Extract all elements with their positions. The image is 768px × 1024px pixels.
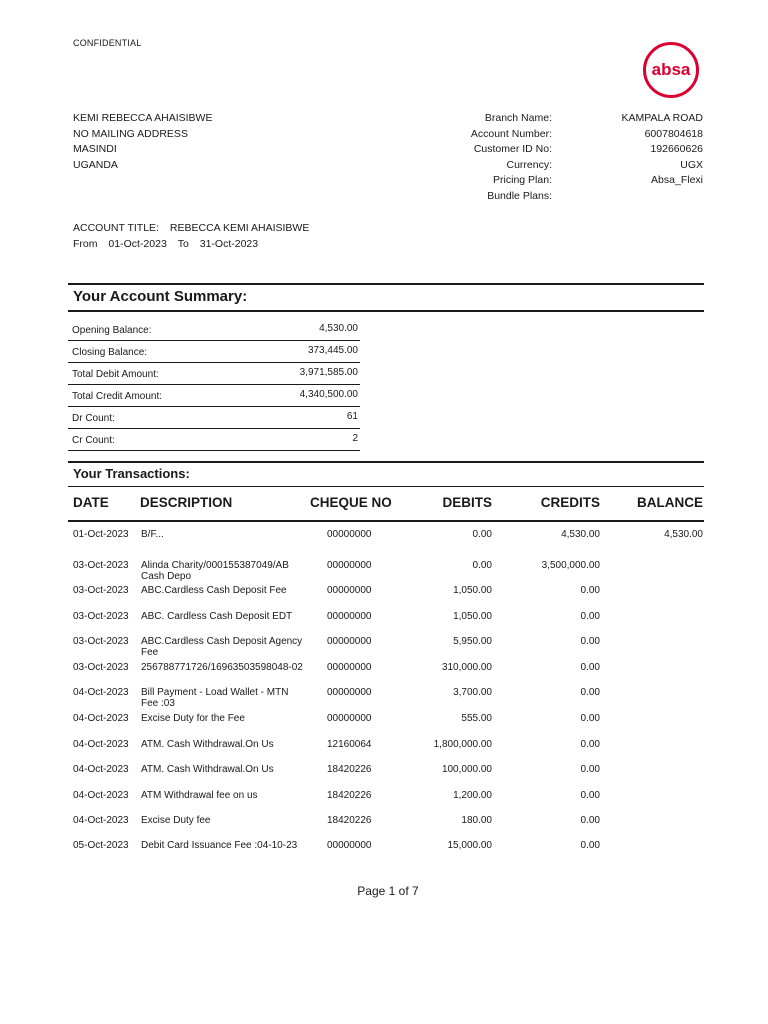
transaction-cheque-no: 00000000 [327, 585, 372, 596]
account-number-label: Account Number: [470, 127, 552, 140]
transaction-description [141, 840, 311, 851]
description-line: ABC.Cardless Cash Deposit Fee [141, 585, 287, 596]
account-title-value: REBECCA KEMI AHAISIBWE [169, 222, 310, 234]
transaction-credit: 0.00 [580, 790, 600, 801]
account-title-block [73, 221, 309, 252]
summary-row [68, 319, 360, 341]
transaction-debit: 180.00 [461, 815, 492, 826]
description-line: ATM. Cash Withdrawal.On Us [141, 739, 274, 750]
summary-label: Opening Balance: [72, 325, 152, 336]
transaction-cheque-no: 00000000 [327, 662, 372, 673]
transaction-cheque-no: 00000000 [327, 713, 372, 724]
transaction-date: 04-Oct-2023 [73, 815, 129, 826]
branch-name-label: Branch Name: [484, 112, 552, 124]
pricing-plan-label: Pricing Plan: [493, 174, 552, 186]
transaction-description [141, 560, 311, 582]
currency-value: UGX [680, 158, 703, 171]
transaction-cheque-no: 00000000 [327, 636, 372, 647]
transaction-description [141, 739, 311, 750]
transaction-cheque-no: 12160064 [327, 739, 372, 750]
currency-label: Currency: [506, 158, 552, 171]
column-header-date: DATE [73, 495, 109, 510]
transaction-cheque-no: 18420226 [327, 790, 372, 801]
transaction-debit: 1,050.00 [453, 611, 492, 622]
transaction-cheque-no: 00000000 [327, 687, 372, 698]
transaction-cheque-no: 00000000 [327, 840, 372, 851]
transaction-debit: 1,050.00 [453, 585, 492, 596]
transaction-debit: 15,000.00 [447, 840, 492, 851]
summary-label: Total Credit Amount: [72, 391, 163, 402]
summary-label: Closing Balance: [72, 347, 148, 358]
from-label: From [73, 237, 98, 250]
transaction-debit: 5,950.00 [453, 636, 492, 647]
summary-top-divider [68, 283, 704, 285]
transaction-debit: 310,000.00 [441, 662, 492, 673]
account-info-labels [430, 111, 552, 204]
address-line: MASINDI [73, 143, 117, 155]
description-line: Alinda Charity/000155387049/AB [141, 560, 289, 571]
customer-id-label: Customer ID No: [473, 143, 552, 155]
description-line: Excise Duty for the Fee [141, 713, 245, 724]
transaction-credit: 4,530.00 [561, 529, 600, 540]
transaction-cheque-no: 00000000 [327, 560, 372, 571]
transaction-debit: 1,800,000.00 [433, 739, 492, 750]
summary-row [68, 341, 360, 363]
description-line: Excise Duty fee [141, 815, 211, 826]
transaction-date: 04-Oct-2023 [73, 739, 129, 750]
column-header-description: DESCRIPTION [140, 495, 233, 510]
transaction-description [141, 815, 311, 826]
description-line: ABC.Cardless Cash Deposit Agency [141, 636, 303, 647]
transaction-date: 04-Oct-2023 [73, 687, 129, 698]
summary-row [68, 429, 360, 451]
account-number-value: 6007804618 [644, 127, 703, 140]
transaction-description [141, 662, 311, 673]
transaction-description [141, 611, 311, 622]
transaction-credit: 0.00 [580, 611, 600, 622]
transaction-credit: 0.00 [580, 739, 600, 750]
description-line: B/F... [141, 529, 164, 540]
summary-row [68, 363, 360, 385]
bundle-plans-label: Bundle Plans: [487, 189, 552, 202]
transaction-credit: 0.00 [580, 815, 600, 826]
to-date: 31-Oct-2023 [199, 237, 259, 250]
page-number: Page 1 of 7 [357, 884, 419, 898]
transaction-date: 01-Oct-2023 [73, 529, 129, 540]
summary-value: 61 [346, 411, 358, 422]
summary-value: 3,971,585.00 [299, 367, 358, 378]
transaction-credit: 0.00 [580, 636, 600, 647]
transaction-description [141, 764, 311, 775]
transaction-description [141, 585, 311, 596]
transaction-debit: 100,000.00 [441, 764, 492, 775]
column-header-balance: BALANCE [637, 495, 703, 510]
logo-text: absa [651, 60, 691, 79]
transaction-description [141, 713, 311, 724]
transaction-cheque-no: 00000000 [327, 611, 372, 622]
transaction-credit: 0.00 [580, 585, 600, 596]
transaction-credit: 0.00 [580, 687, 600, 698]
customer-id-value: 192660626 [650, 143, 703, 155]
column-header-credits: CREDITS [540, 495, 600, 510]
summary-bottom-divider [68, 310, 704, 312]
address-line: UGANDA [73, 158, 118, 171]
description-line: ATM. Cash Withdrawal.On Us [141, 764, 274, 775]
transaction-cheque-no: 18420226 [327, 815, 372, 826]
transaction-date: 03-Oct-2023 [73, 611, 129, 622]
transaction-debit: 555.00 [461, 713, 492, 724]
transaction-date: 03-Oct-2023 [73, 662, 129, 673]
transaction-date: 04-Oct-2023 [73, 713, 129, 724]
from-date: 01-Oct-2023 [108, 237, 167, 250]
transaction-date: 03-Oct-2023 [73, 585, 129, 596]
transaction-debit: 3,700.00 [453, 687, 492, 698]
description-line: ABC. Cardless Cash Deposit EDT [141, 611, 293, 622]
address-line: KEMI REBECCA AHAISIBWE [73, 112, 213, 124]
transaction-date: 04-Oct-2023 [73, 790, 129, 801]
summary-label: Total Debit Amount: [72, 369, 159, 380]
confidential-label: CONFIDENTIAL [73, 38, 142, 48]
transaction-description [141, 636, 311, 658]
account-info-values [560, 111, 703, 189]
description-line: Bill Payment - Load Wallet - MTN [141, 687, 289, 698]
transactions-title: Your Transactions: [73, 466, 190, 481]
transaction-description [141, 529, 311, 540]
transaction-credit: 0.00 [580, 764, 600, 775]
description-line: Fee :03 [141, 698, 175, 709]
pricing-plan-value: Absa_Flexi [651, 174, 703, 186]
description-line: ATM Withdrawal fee on us [141, 790, 258, 801]
transaction-date: 05-Oct-2023 [73, 840, 129, 851]
transaction-description [141, 687, 311, 709]
summary-row [68, 407, 360, 429]
summary-row [68, 385, 360, 407]
transaction-date: 03-Oct-2023 [73, 636, 129, 647]
summary-title: Your Account Summary: [73, 288, 248, 305]
transactions-header-divider [68, 486, 704, 487]
summary-label: Cr Count: [72, 435, 115, 446]
account-title-label: ACCOUNT TITLE: [73, 222, 159, 234]
column-header-debits: DEBITS [442, 495, 492, 510]
account-summary-table [68, 319, 360, 451]
transaction-cheque-no: 18420226 [327, 764, 372, 775]
column-header-cheque: CHEQUE NO [310, 495, 392, 510]
transaction-debit: 1,200.00 [453, 790, 492, 801]
customer-address [73, 111, 212, 173]
transaction-description [141, 790, 311, 801]
transaction-debit: 0.00 [472, 529, 492, 540]
column-header-divider [68, 520, 704, 522]
address-line: NO MAILING ADDRESS [73, 127, 188, 140]
transaction-credit: 3,500,000.00 [541, 560, 600, 571]
transactions-top-divider [68, 461, 704, 463]
transaction-date: 03-Oct-2023 [73, 560, 129, 571]
transaction-credit: 0.00 [580, 713, 600, 724]
summary-value: 373,445.00 [307, 345, 358, 356]
transaction-cheque-no: 00000000 [327, 529, 372, 540]
description-line: Cash Depo [141, 571, 192, 582]
transaction-debit: 0.00 [472, 560, 492, 571]
transaction-date: 04-Oct-2023 [73, 764, 129, 775]
summary-value: 2 [352, 433, 358, 444]
transaction-credit: 0.00 [580, 840, 600, 851]
transaction-balance: 4,530.00 [664, 529, 703, 540]
description-line: Debit Card Issuance Fee :04-10-23 [141, 840, 298, 851]
absa-logo [642, 41, 700, 99]
summary-value: 4,530.00 [319, 323, 358, 334]
summary-value: 4,340,500.00 [299, 389, 358, 400]
description-line: 256788771726/16963503598048-02 [141, 662, 303, 673]
description-line: Fee [141, 647, 159, 658]
transaction-credit: 0.00 [580, 662, 600, 673]
to-label: To [177, 237, 189, 250]
branch-name-value: KAMPALA ROAD [621, 112, 703, 124]
summary-label: Dr Count: [72, 413, 115, 424]
